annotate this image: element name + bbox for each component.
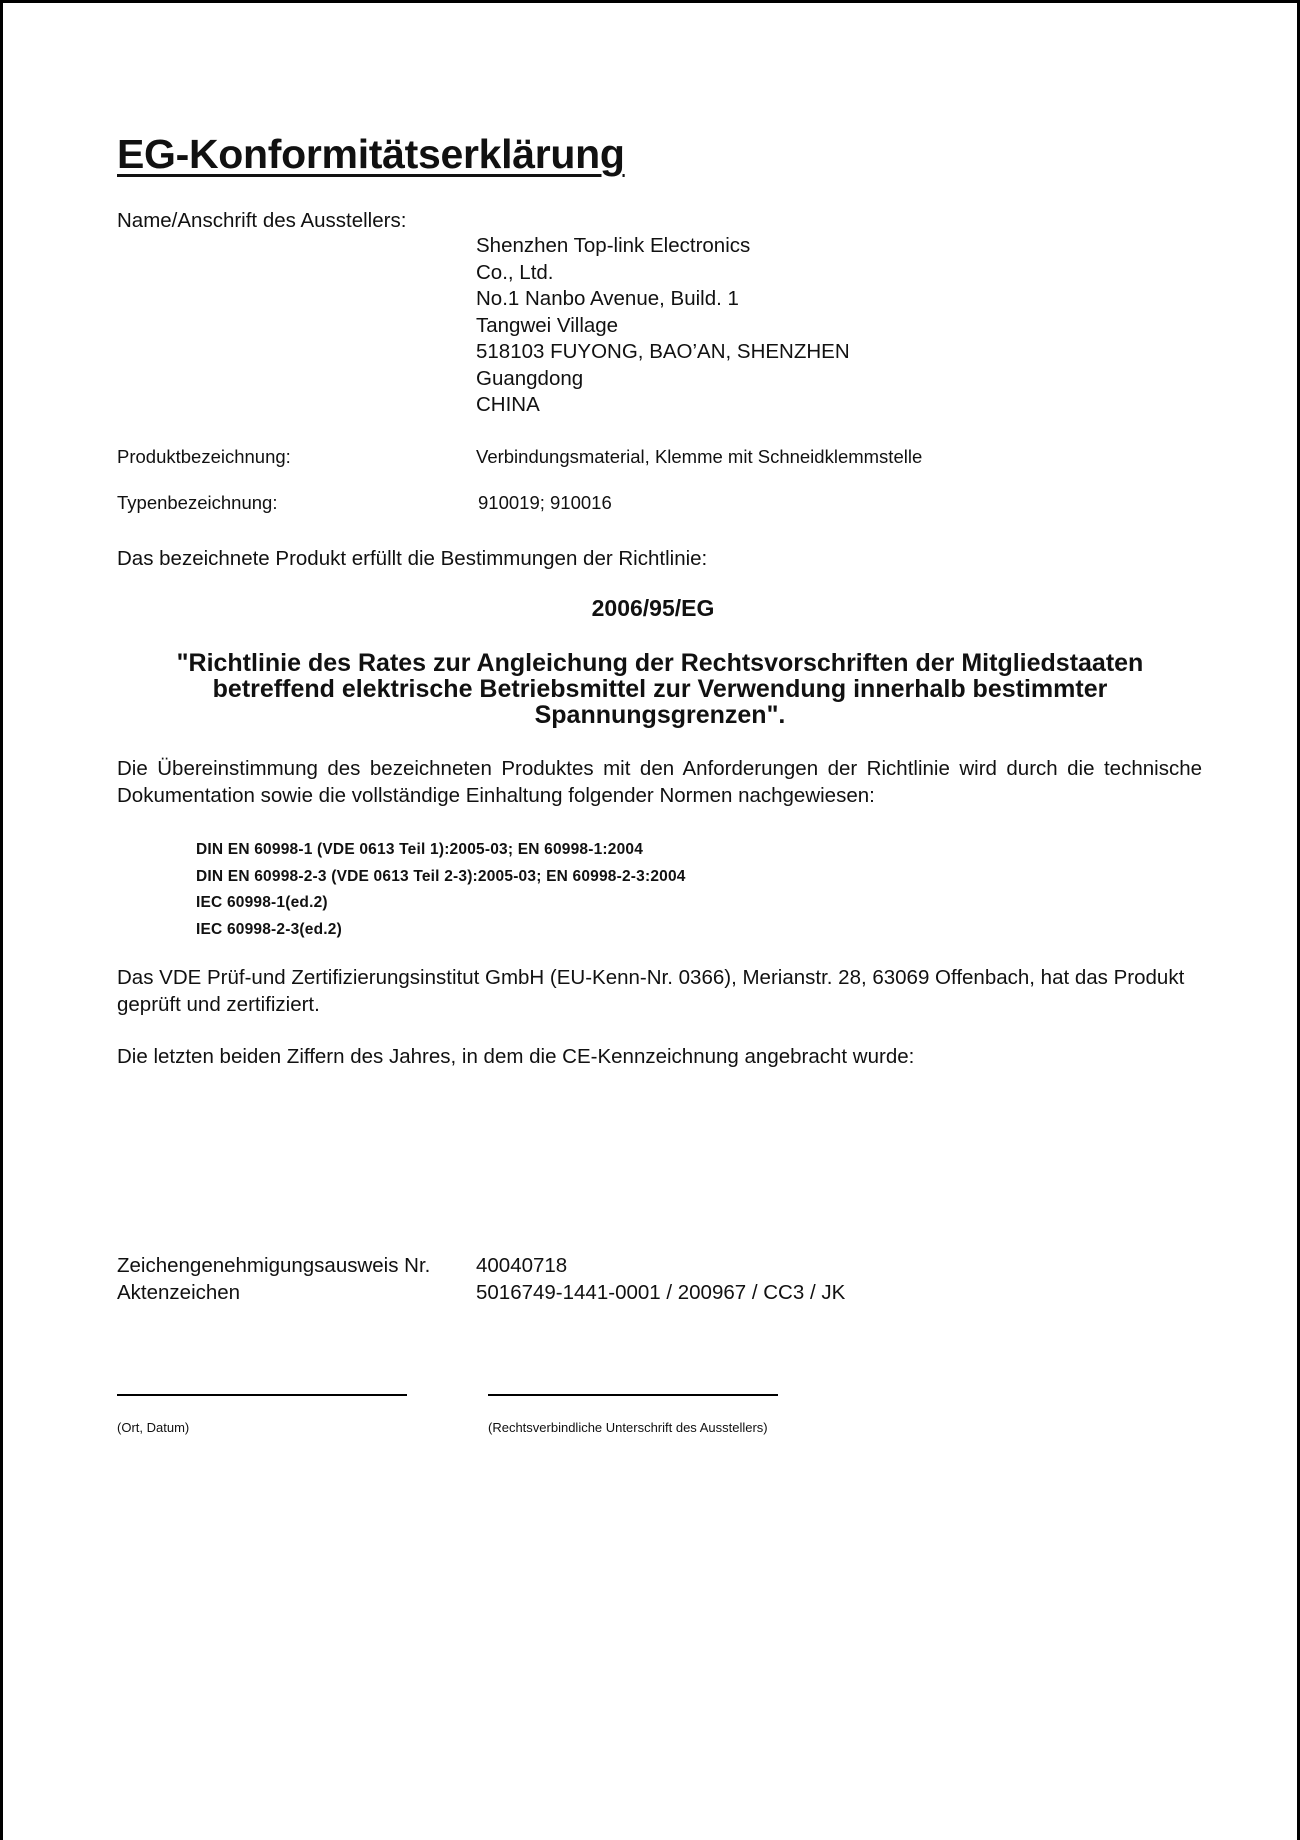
signature-caption: (Rechtsverbindliche Unterschrift des Ausstellers): [488, 1420, 768, 1435]
address-line: Guangdong: [476, 366, 584, 390]
certification-text: Das VDE Prüf-und Zertifizierungsinstitut GmbH (EU-Kenn-Nr. 0366), Merianstr. 28, 63069 Offenbach, hat das Produkt geprüft und zertifiziert.: [117, 966, 1185, 1016]
approval-label: Zeichengenehmigungsausweis Nr.: [117, 1254, 431, 1277]
directive-title-line: betreffend elektrische Betriebsmittel zur Verwendung innerhalb bestimmter: [212, 675, 1108, 703]
address-line: 518103 FUYONG, BAO’AN, SHENZHEN: [476, 340, 850, 363]
directive-title: [117, 650, 1203, 728]
issuer-address: [476, 233, 850, 419]
issuer-label: Name/Anschrift des Ausstellers:: [117, 209, 407, 232]
standard-item: IEC 60998-2-3(ed.2): [196, 920, 342, 938]
signature-line: [488, 1394, 778, 1396]
ce-year-text: Die letzten beiden Ziffern des Jahres, in dem die CE-Kennzeichnung angebracht wurde:: [117, 1045, 915, 1068]
conformity-text: Die Übereinstimmung des bezeichneten Produktes mit den Anforderungen der Richtlinie wird durch die technische Dokumentation sowie die vollständige Einhaltung folgender Normen nachgewiesen:: [117, 757, 1202, 807]
directive-title-line: "Richtlinie des Rates zur Angleichung der Rechtsvorschriften der Mitgliedstaaten: [176, 649, 1144, 677]
product-value: Verbindungsmaterial, Klemme mit Schneidklemmstelle: [476, 446, 923, 467]
standards-list: [196, 837, 686, 943]
place-date-line: [117, 1394, 407, 1396]
type-value: 910019; 910016: [478, 492, 612, 513]
directive-intro: Das bezeichnete Produkt erfüllt die Bestimmungen der Richtlinie:: [117, 547, 708, 570]
reference-number: 5016749-1441-0001 / 200967 / CC3 / JK: [476, 1281, 846, 1304]
directive-number: 2006/95/EG: [591, 595, 715, 621]
standard-item: IEC 60998-1(ed.2): [196, 894, 328, 911]
address-line: CHINA: [476, 393, 540, 416]
standard-item: DIN EN 60998-1 (VDE 0613 Teil 1):2005-03; EN 60998-1:2004: [196, 841, 644, 858]
standard-item: DIN EN 60998-2-3 (VDE 0613 Teil 2-3):2005-03; EN 60998-2-3:2004: [196, 867, 686, 885]
document-title: EG-Konformitätserklärung: [117, 131, 625, 177]
address-line: Tangwei Village: [476, 313, 619, 337]
address-line: No.1 Nanbo Avenue, Build. 1: [476, 287, 739, 310]
approval-number: 40040718: [476, 1254, 568, 1277]
address-line: Shenzhen Top-link Electronics: [476, 234, 751, 257]
reference-label: Aktenzeichen: [117, 1281, 241, 1304]
place-date-caption: (Ort, Datum): [117, 1420, 190, 1435]
address-line: Co., Ltd.: [476, 260, 554, 284]
type-label: Typenbezeichnung:: [117, 492, 278, 513]
directive-title-line: Spannungsgrenzen".: [534, 701, 786, 729]
product-label: Produktbezeichnung:: [117, 446, 291, 467]
